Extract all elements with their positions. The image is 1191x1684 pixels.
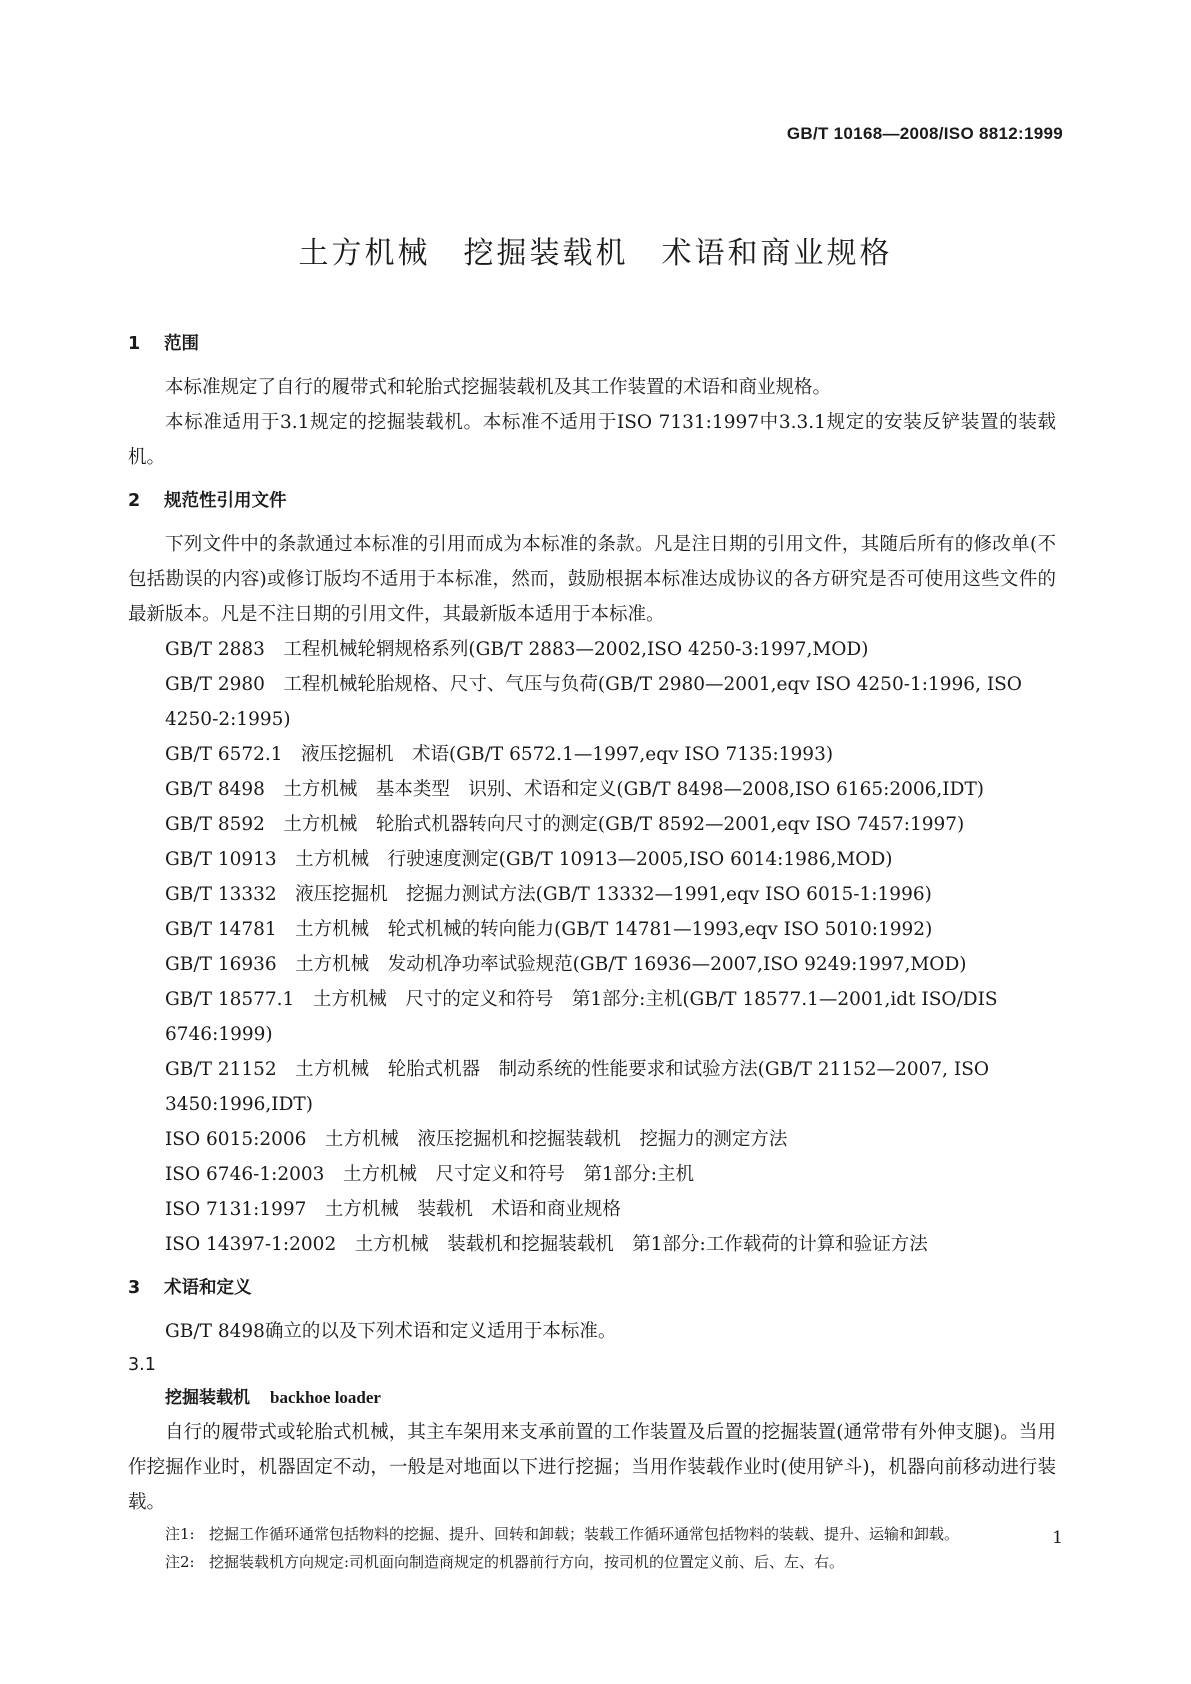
reference-item: GB/T 8498 土方机械 基本类型 识别、术语和定义(GB/T 8498—2008,ISO 6165:2006,IDT) [165,779,984,800]
reference-item: GB/T 6572.1 液压挖掘机 术语(GB/T 6572.1—1997,eqv ISO 7135:1993) [165,744,834,765]
document-title: 土方机械 挖掘装载机 术语和商业规格 [298,236,893,271]
note-text: 挖掘装载机方向规定:司机面向制造商规定的机器前行方向，按司机的位置定义前、后、左、右。 [209,1553,845,1571]
section-2-heading [128,485,1056,517]
note-label: 注2: [165,1553,195,1571]
term-heading [128,1381,1056,1415]
reference-item: GB/T 21152 土方机械 轮胎式机器 制动系统的性能要求和试验方法(GB/T 21152—2007, ISO 3450:1996,IDT) [165,1059,990,1115]
reference-item: GB/T 16936 土方机械 发动机净功率试验规范(GB/T 16936—2007,ISO 9249:1997,MOD) [165,954,967,975]
section-title: 范围 [164,334,199,354]
section-number: 2 [128,491,141,511]
section-number: 3 [128,1278,141,1298]
reference-item: GB/T 2980 工程机械轮胎规格、尺寸、气压与负荷(GB/T 2980—2001,eqv ISO 4250-1:1996, ISO 4250-2:1995) [165,674,1022,730]
term-name-en: backhoe loader [270,1388,381,1407]
term-definition: 自行的履带式或轮胎式机械，其主车架用来支承前置的工作装置及后置的挖掘装置(通常带有外伸支腿)。当用作挖掘作业时，机器固定不动，一般是对地面以下进行挖掘；当用作装载作业时(使用铲斗)，机器向前移动进行装载。 [128,1422,1056,1513]
reference-item: ISO 6015:2006 土方机械 液压挖掘机和挖掘装载机 挖掘力的测定方法 [165,1129,788,1150]
reference-item: GB/T 8592 土方机械 轮胎式机器转向尺寸的测定(GB/T 8592—2001,eqv ISO 7457:1997) [165,814,965,835]
paragraph: 下列文件中的条款通过本标准的引用而成为本标准的条款。凡是注日期的引用文件，其随后所有的修改单(不包括勘误的内容)或修订版均不适用于本标准，然而，鼓励根据本标准达成协议的各方研究是否可使用这些文件的最新版本。凡是不注日期的引用文件，其最新版本适用于本标准。 [128,534,1056,625]
reference-item: GB/T 18577.1 土方机械 尺寸的定义和符号 第1部分:主机(GB/T 18577.1—2001,idt ISO/DIS 6746:1999) [165,989,998,1045]
note-text: 挖掘工作循环通常包括物料的挖掘、提升、回转和卸载；装载工作循环通常包括物料的装载、提升、运输和卸载。 [209,1525,960,1543]
note-label: 注1: [165,1525,195,1543]
reference-item: GB/T 10913 土方机械 行驶速度测定(GB/T 10913—2005,ISO 6014:1986,MOD) [165,849,893,870]
reference-item: GB/T 2883 工程机械轮辋规格系列(GB/T 2883—2002,ISO 4250-3:1997,MOD) [165,639,869,660]
paragraph: 本标准适用于3.1规定的挖掘装载机。本标准不适用于ISO 7131:1997中3.3.1规定的安装反铲装置的装载机。 [128,412,1056,468]
standard-code: GB/T 10168—2008/ISO 8812:1999 [786,124,1063,143]
reference-item: GB/T 13332 液压挖掘机 挖掘力测试方法(GB/T 13332—1991,eqv ISO 6015-1:1996) [165,884,932,905]
paragraph: 本标准规定了自行的履带式和轮胎式挖掘装载机及其工作装置的术语和商业规格。 [165,377,832,398]
section-3-heading [128,1272,1056,1304]
note-item [128,1548,1056,1576]
reference-item: ISO 6746-1:2003 土方机械 尺寸定义和符号 第1部分:主机 [165,1164,694,1185]
section-title: 术语和定义 [164,1278,252,1298]
section-title: 规范性引用文件 [164,491,287,511]
reference-item: GB/T 14781 土方机械 轮式机械的转向能力(GB/T 14781—1993,eqv ISO 5010:1992) [165,919,933,940]
term-name-zh: 挖掘装载机 [165,1388,250,1408]
note-item [128,1520,1056,1548]
section-1-heading [128,328,1056,360]
page-number: 1 [1052,1528,1063,1548]
document-body [128,328,1056,1576]
reference-list [128,632,1056,1262]
reference-item: ISO 7131:1997 土方机械 装载机 术语和商业规格 [165,1199,621,1220]
section-number: 1 [128,334,141,354]
term-number: 3.1 [128,1355,156,1375]
reference-item: ISO 14397-1:2002 土方机械 装载机和挖掘装载机 第1部分:工作载荷的计算和验证方法 [165,1234,928,1255]
paragraph: GB/T 8498确立的以及下列术语和定义适用于本标准。 [165,1321,617,1342]
